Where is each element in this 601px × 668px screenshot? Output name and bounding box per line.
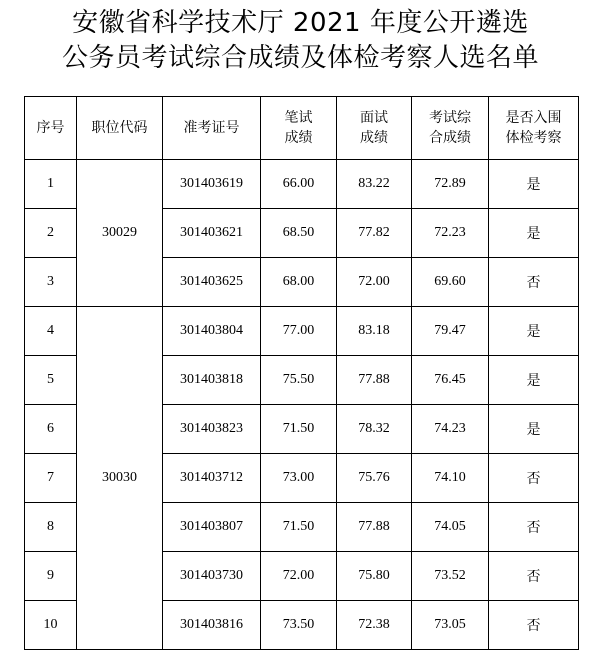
cell-seq: 7 bbox=[25, 454, 77, 503]
cell-seq: 4 bbox=[25, 307, 77, 356]
cell-seq: 3 bbox=[25, 258, 77, 307]
cell-total: 74.23 bbox=[412, 405, 489, 454]
cell-selected: 是 bbox=[489, 160, 579, 209]
cell-seq: 8 bbox=[25, 503, 77, 552]
header-interview-line-1: 面试 bbox=[360, 110, 388, 126]
cell-interview: 72.38 bbox=[337, 601, 412, 650]
cell-ticket-no: 301403823 bbox=[163, 405, 261, 454]
cell-ticket-no: 301403625 bbox=[163, 258, 261, 307]
cell-total: 73.05 bbox=[412, 601, 489, 650]
cell-interview: 72.00 bbox=[337, 258, 412, 307]
cell-seq: 10 bbox=[25, 601, 77, 650]
cell-seq: 2 bbox=[25, 209, 77, 258]
header-interview-score bbox=[337, 97, 412, 160]
cell-selected: 否 bbox=[489, 258, 579, 307]
cell-written: 71.50 bbox=[261, 405, 337, 454]
cell-ticket-no: 301403818 bbox=[163, 356, 261, 405]
cell-position-code: 30030 bbox=[77, 307, 163, 650]
cell-written: 73.00 bbox=[261, 454, 337, 503]
cell-interview: 75.80 bbox=[337, 552, 412, 601]
table-header-row bbox=[25, 97, 579, 160]
cell-seq: 6 bbox=[25, 405, 77, 454]
results-table bbox=[24, 96, 579, 650]
cell-total: 73.52 bbox=[412, 552, 489, 601]
header-written-score bbox=[261, 97, 337, 160]
header-total-line-2: 合成绩 bbox=[429, 130, 471, 146]
cell-interview: 83.18 bbox=[337, 307, 412, 356]
cell-selected: 否 bbox=[489, 503, 579, 552]
cell-selected: 是 bbox=[489, 405, 579, 454]
cell-ticket-no: 301403804 bbox=[163, 307, 261, 356]
header-total-score bbox=[412, 97, 489, 160]
cell-total: 74.05 bbox=[412, 503, 489, 552]
cell-written: 77.00 bbox=[261, 307, 337, 356]
cell-written: 72.00 bbox=[261, 552, 337, 601]
header-ticket-no: 准考证号 bbox=[163, 97, 261, 160]
header-interview-line-2: 成绩 bbox=[360, 130, 388, 146]
cell-selected: 是 bbox=[489, 209, 579, 258]
cell-total: 76.45 bbox=[412, 356, 489, 405]
cell-selected: 否 bbox=[489, 601, 579, 650]
cell-written: 71.50 bbox=[261, 503, 337, 552]
cell-total: 72.89 bbox=[412, 160, 489, 209]
cell-ticket-no: 301403621 bbox=[163, 209, 261, 258]
cell-total: 79.47 bbox=[412, 307, 489, 356]
document-title-line-2: 公务员考试综合成绩及体检考察人选名单 bbox=[61, 43, 539, 73]
cell-interview: 77.82 bbox=[337, 209, 412, 258]
cell-total: 72.23 bbox=[412, 209, 489, 258]
cell-written: 75.50 bbox=[261, 356, 337, 405]
cell-interview: 77.88 bbox=[337, 356, 412, 405]
cell-written: 66.00 bbox=[261, 160, 337, 209]
cell-ticket-no: 301403712 bbox=[163, 454, 261, 503]
table-row bbox=[25, 307, 579, 356]
cell-seq: 9 bbox=[25, 552, 77, 601]
header-written-line-2: 成绩 bbox=[284, 130, 313, 146]
cell-selected: 是 bbox=[489, 356, 579, 405]
cell-selected: 否 bbox=[489, 552, 579, 601]
header-position-code: 职位代码 bbox=[77, 97, 163, 160]
header-total-line-1: 考试综 bbox=[429, 110, 471, 126]
cell-written: 68.50 bbox=[261, 209, 337, 258]
header-selected bbox=[489, 97, 579, 160]
cell-selected: 否 bbox=[489, 454, 579, 503]
table-row bbox=[25, 160, 579, 209]
cell-ticket-no: 301403807 bbox=[163, 503, 261, 552]
cell-ticket-no: 301403619 bbox=[163, 160, 261, 209]
cell-written: 68.00 bbox=[261, 258, 337, 307]
cell-seq: 1 bbox=[25, 160, 77, 209]
cell-total: 74.10 bbox=[412, 454, 489, 503]
cell-position-code: 30029 bbox=[77, 160, 163, 307]
header-written-line-1: 笔试 bbox=[284, 110, 313, 126]
cell-selected: 是 bbox=[489, 307, 579, 356]
cell-interview: 75.76 bbox=[337, 454, 412, 503]
cell-total: 69.60 bbox=[412, 258, 489, 307]
header-selected-line-2: 体检考察 bbox=[505, 130, 562, 146]
document-title-line-1: 安徽省科学技术厅 2021 年度公开遴选 bbox=[72, 8, 529, 38]
cell-ticket-no: 301403816 bbox=[163, 601, 261, 650]
header-seq: 序号 bbox=[25, 97, 77, 160]
cell-seq: 5 bbox=[25, 356, 77, 405]
cell-written: 73.50 bbox=[261, 601, 337, 650]
cell-ticket-no: 301403730 bbox=[163, 552, 261, 601]
header-selected-line-1: 是否入围 bbox=[505, 110, 562, 126]
cell-interview: 78.32 bbox=[337, 405, 412, 454]
cell-interview: 83.22 bbox=[337, 160, 412, 209]
cell-interview: 77.88 bbox=[337, 503, 412, 552]
